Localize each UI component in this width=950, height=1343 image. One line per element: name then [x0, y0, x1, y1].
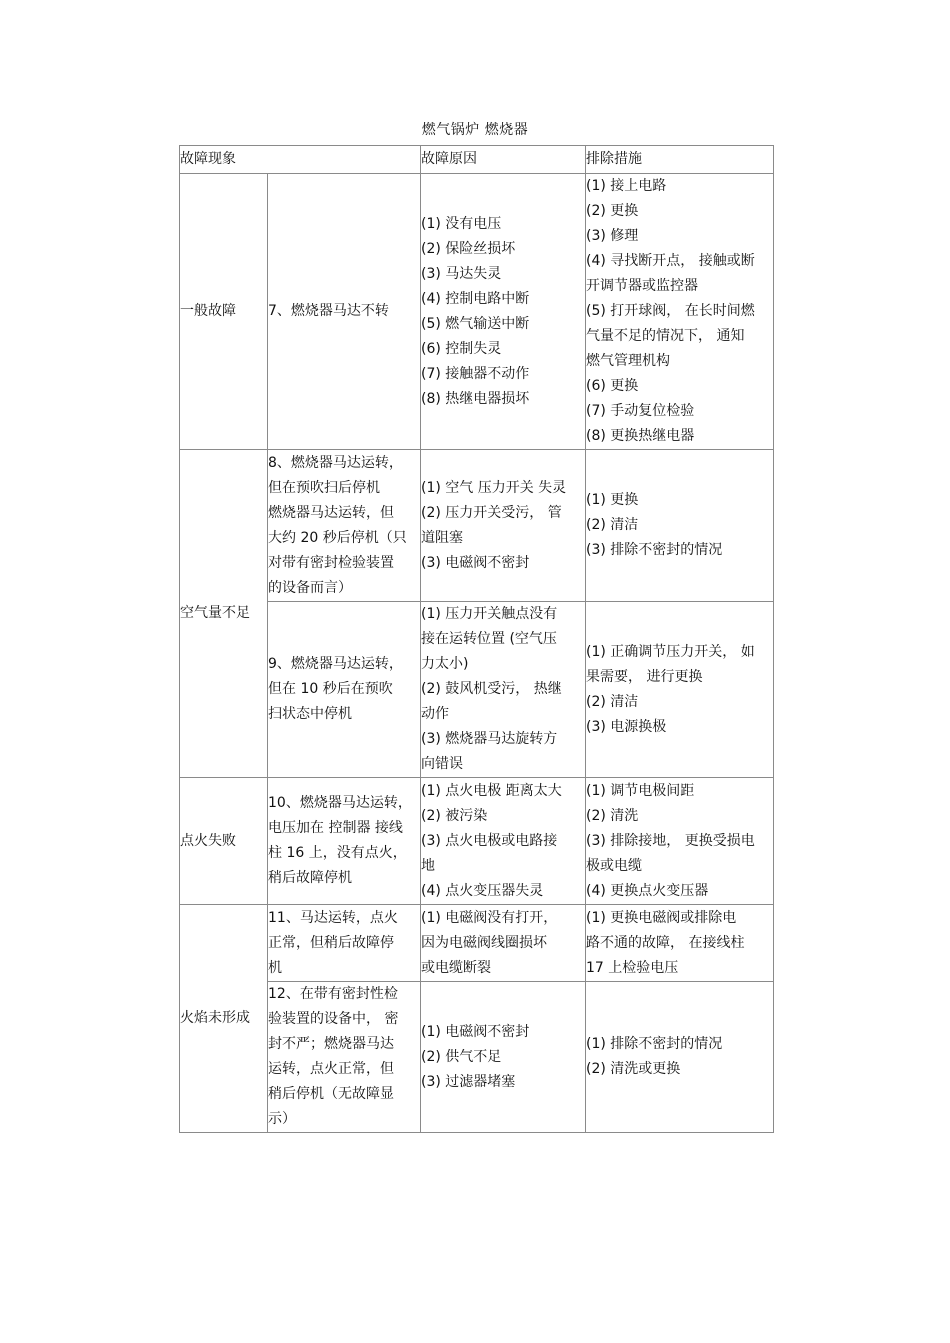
remedy-line: (1) 排除不密封的情况	[586, 1036, 723, 1052]
remedy-line: (1) 更换电磁阀或排除电	[586, 909, 737, 926]
cause-line: (4) 点火变压器失灵	[421, 882, 544, 899]
cause-line: (2) 被污染	[421, 807, 488, 824]
cause-line: (1) 点火电极 距离太大	[421, 782, 562, 799]
remedy-line: 果需要， 进行更换	[586, 668, 703, 685]
symptom-line: 封不严；燃烧器马达	[268, 1036, 394, 1052]
table-row	[180, 982, 774, 1133]
cause-cell	[421, 905, 586, 982]
remedy-line: (4) 寻找断开点， 接触或断	[586, 253, 755, 269]
cause-line: (5) 燃气输送中断	[421, 315, 530, 332]
cause-line: (6) 控制失灵	[421, 340, 502, 357]
remedy-line: (8) 更换热继电器	[586, 428, 695, 444]
symptom-line: 7、燃烧器马达不转	[268, 303, 389, 319]
cause-line: (7) 接触器不动作	[421, 365, 530, 382]
remedy-line: (2) 清洁	[586, 693, 639, 710]
cause-line: (2) 鼓风机受污， 热继	[421, 681, 562, 697]
cause-line: (3) 点火电极或电路接	[421, 832, 558, 849]
remedy-line: 路不通的故障， 在接线柱	[586, 934, 745, 951]
symptom-line: 稍后停机（无故障显	[268, 1086, 394, 1102]
cause-line: (2) 供气不足	[421, 1048, 502, 1065]
remedy-line: (2) 清洁	[586, 517, 639, 533]
cause-line: (8) 热继电器损坏	[421, 390, 530, 407]
group-air: 空气量不足	[180, 450, 268, 778]
cause-line: 地	[421, 857, 435, 874]
cause-line: (2) 保险丝损坏	[421, 240, 516, 257]
remedy-line: (6) 更换	[586, 378, 639, 394]
remedy-cell	[586, 602, 774, 778]
symptom-line: 机	[268, 959, 282, 976]
cause-line: (3) 马达失灵	[421, 265, 502, 282]
symptom-cell	[268, 778, 421, 905]
remedy-line: (5) 打开球阀， 在长时间燃	[586, 303, 755, 319]
remedy-line: (2) 更换	[586, 203, 639, 219]
symptom-cell	[268, 602, 421, 778]
remedy-line: (1) 调节电极间距	[586, 782, 695, 799]
group-general: 一般故障	[180, 174, 268, 450]
page-title: 燃气锅炉 燃烧器	[421, 122, 529, 138]
symptom-cell	[268, 174, 421, 450]
symptom-line: 正常，但稍后故障停	[268, 934, 394, 951]
remedy-line: (1) 正确调节压力开关， 如	[586, 643, 755, 660]
cause-line: 接在运转位置 (空气压	[421, 631, 557, 647]
table-row	[180, 778, 774, 905]
header-remedy: 排除措施	[586, 146, 774, 174]
remedy-line: (2) 清洗或更换	[586, 1061, 681, 1077]
table-row	[180, 174, 774, 450]
symptom-line: 但在预吹扫后停机	[268, 479, 380, 496]
remedy-line: 气量不足的情况下， 通知	[586, 328, 745, 344]
cause-line: (1) 电磁阀不密封	[421, 1023, 530, 1040]
remedy-line: 开调节器或监控器	[586, 278, 698, 294]
cause-line: 力太小)	[421, 656, 469, 672]
symptom-cell	[268, 905, 421, 982]
remedy-cell	[586, 174, 774, 450]
symptom-line: 运转，点火正常，但	[268, 1061, 394, 1077]
remedy-line: 燃气管理机构	[586, 353, 670, 369]
symptom-cell	[268, 450, 421, 602]
remedy-cell	[586, 905, 774, 982]
remedy-line: 17 上检验电压	[586, 959, 679, 976]
cause-line: (3) 电磁阀不密封	[421, 554, 530, 571]
symptom-line: 示）	[268, 1111, 296, 1127]
symptom-line: 8、燃烧器马达运转，	[268, 454, 403, 471]
remedy-line: (1) 更换	[586, 492, 639, 508]
remedy-cell	[586, 450, 774, 602]
cause-line: 向错误	[421, 756, 463, 772]
symptom-line: 柱 16 上，没有点火，	[268, 845, 407, 861]
cause-cell	[421, 778, 586, 905]
remedy-cell	[586, 778, 774, 905]
cause-line: 道阻塞	[421, 529, 463, 546]
group-ignition: 点火失败	[180, 778, 268, 905]
fault-table	[179, 145, 774, 1133]
cause-line: (1) 空气 压力开关 失灵	[421, 479, 567, 496]
symptom-line: 的设备而言）	[268, 579, 352, 596]
remedy-line: (3) 排除接地， 更换受损电	[586, 832, 755, 849]
cause-line: (1) 没有电压	[421, 215, 502, 232]
remedy-line: (1) 接上电路	[586, 178, 667, 194]
symptom-line: 扫状态中停机	[268, 706, 352, 722]
remedy-line: (2) 清洗	[586, 807, 639, 824]
remedy-line: (7) 手动复位检验	[586, 403, 695, 419]
symptom-line: 燃烧器马达运转，但	[268, 504, 394, 521]
symptom-line: 对带有密封检验装置	[268, 554, 394, 571]
cause-cell	[421, 450, 586, 602]
cause-line: (3) 燃烧器马达旋转方	[421, 731, 558, 747]
symptom-line: 大约 20 秒后停机（只	[268, 529, 407, 546]
cause-line: 或电缆断裂	[421, 959, 491, 976]
table-header-row	[180, 146, 774, 174]
cause-line: (1) 压力开关触点没有	[421, 606, 558, 622]
remedy-line: (4) 更换点火变压器	[586, 882, 709, 899]
symptom-line: 11、马达运转，点火	[268, 909, 398, 926]
remedy-line: 极或电缆	[586, 857, 642, 874]
remedy-line: (3) 排除不密封的情况	[586, 542, 723, 558]
cause-cell	[421, 982, 586, 1133]
remedy-line: (3) 修理	[586, 228, 639, 244]
cause-line: (3) 过滤器堵塞	[421, 1073, 516, 1090]
symptom-line: 12、在带有密封性检	[268, 986, 398, 1002]
cause-line: 动作	[421, 706, 449, 722]
cause-line: (2) 压力开关受污， 管	[421, 504, 562, 521]
symptom-line: 验装置的设备中， 密	[268, 1011, 399, 1027]
cause-line: (4) 控制电路中断	[421, 290, 530, 307]
header-phenomenon: 故障现象	[180, 146, 421, 174]
table-row	[180, 602, 774, 778]
symptom-line: 9、燃烧器马达运转，	[268, 656, 403, 672]
header-cause: 故障原因	[421, 146, 586, 174]
cause-cell	[421, 174, 586, 450]
symptom-cell	[268, 982, 421, 1133]
cause-line: (1) 电磁阀没有打开，	[421, 909, 558, 926]
symptom-line: 电压加在 控制器 接线	[268, 820, 403, 836]
remedy-line: (3) 电源换极	[586, 718, 667, 735]
symptom-line: 稍后故障停机	[268, 870, 352, 886]
cause-cell	[421, 602, 586, 778]
group-flame: 火焰未形成	[180, 905, 268, 1133]
table-row	[180, 450, 774, 602]
cause-line: 因为电磁阀线圈损坏	[421, 934, 547, 951]
symptom-line: 10、燃烧器马达运转，	[268, 795, 412, 811]
remedy-cell	[586, 982, 774, 1133]
symptom-line: 但在 10 秒后在预吹	[268, 681, 393, 697]
table-row	[180, 905, 774, 982]
